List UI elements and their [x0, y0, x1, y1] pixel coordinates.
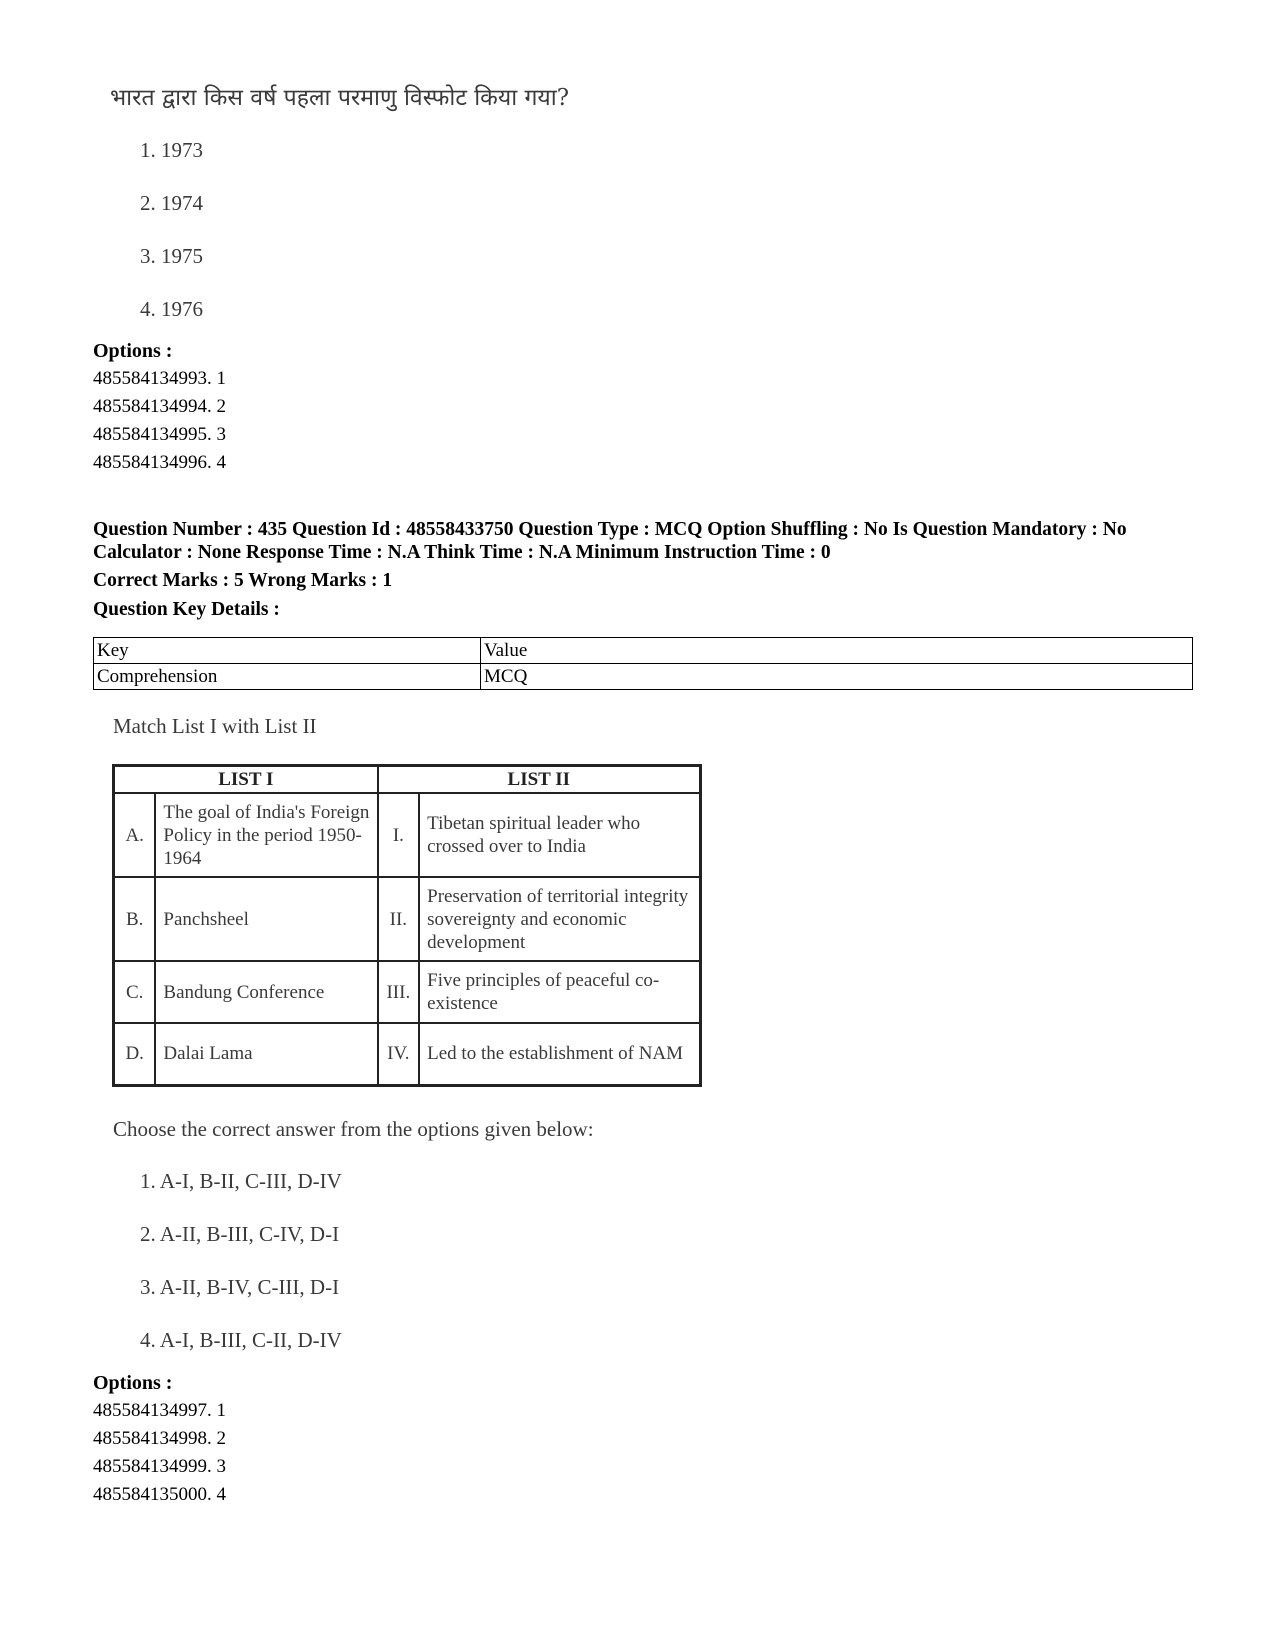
question-1-choice-1: 1. 1973 [140, 138, 203, 162]
question-2-choice-4: 4. A-I, B-III, C-II, D-IV [140, 1328, 342, 1352]
list-1-label: A. [114, 793, 156, 877]
question-2-option-4: 485584135000. 4 [93, 1484, 226, 1505]
question-1-text: भारत द्वारा किस वर्ष पहला परमाणु विस्फोट किया गया? [110, 85, 570, 111]
list-1-item: Bandung Conference [155, 961, 377, 1023]
list-2-item: Led to the establishment of NAM [419, 1023, 700, 1085]
question-2-option-1: 485584134997. 1 [93, 1400, 226, 1421]
question-2-instruction: Choose the correct answer from the options given below: [113, 1117, 594, 1141]
question-2-choice-2: 2. A-II, B-III, C-IV, D-I [140, 1222, 340, 1246]
table-row [94, 638, 1193, 664]
question-2-option-2: 485584134998. 2 [93, 1428, 226, 1449]
question-2-choice-1: 1. A-I, B-II, C-III, D-IV [140, 1169, 342, 1193]
table-header-value: Value [481, 638, 1193, 664]
question-meta: Question Number : 435 Question Id : 48558433750 Question Type : MCQ Option Shuffling : No Is Question Mandatory : No Calculator : None Response Time : N.A Think Time : N.A Minimum Instruction Time : 0 [93, 519, 1127, 563]
question-marks: Correct Marks : 5 Wrong Marks : 1 [93, 570, 393, 591]
table-row [114, 961, 701, 1023]
question-1-choice-2: 2. 1974 [140, 191, 203, 215]
table-row [114, 877, 701, 961]
list-1-header: LIST I [114, 766, 378, 794]
list-2-item: Preservation of territorial integrity sovereignty and economic development [419, 877, 700, 961]
list-1-item: Dalai Lama [155, 1023, 377, 1085]
list-2-label: II. [378, 877, 420, 961]
question-1-option-3: 485584134995. 3 [93, 424, 226, 445]
question-2-title: Match List I with List II [113, 714, 317, 738]
list-2-label: III. [378, 961, 420, 1023]
table-row [114, 1023, 701, 1085]
list-2-label: IV. [378, 1023, 420, 1085]
key-details-table [93, 637, 1193, 690]
list-1-item: The goal of India's Foreign Policy in the period 1950-1964 [155, 793, 377, 877]
table-cell: Comprehension [94, 664, 481, 690]
list-2-header: LIST II [378, 766, 701, 794]
table-row [114, 766, 701, 794]
question-key-details-label: Question Key Details : [93, 599, 280, 620]
table-header-key: Key [94, 638, 481, 664]
list-2-label: I. [378, 793, 420, 877]
list-2-item: Tibetan spiritual leader who crossed over to India [419, 793, 700, 877]
question-2-option-3: 485584134999. 3 [93, 1456, 226, 1477]
question-1-option-2: 485584134994. 2 [93, 396, 226, 417]
question-1-choice-3: 3. 1975 [140, 244, 203, 268]
question-1-option-4: 485584134996. 4 [93, 452, 226, 473]
list-1-label: C. [114, 961, 156, 1023]
list-2-item: Five principles of peaceful co-existence [419, 961, 700, 1023]
table-cell: MCQ [481, 664, 1193, 690]
question-1-options-label: Options : [93, 340, 173, 362]
match-list-table [112, 764, 702, 1087]
question-2-options-label: Options : [93, 1372, 173, 1394]
list-1-label: D. [114, 1023, 156, 1085]
table-row [114, 793, 701, 877]
list-1-item: Panchsheel [155, 877, 377, 961]
question-1-option-1: 485584134993. 1 [93, 368, 226, 389]
question-2-choice-3: 3. A-II, B-IV, C-III, D-I [140, 1275, 340, 1299]
list-1-label: B. [114, 877, 156, 961]
table-row [94, 664, 1193, 690]
question-1-choice-4: 4. 1976 [140, 297, 203, 321]
